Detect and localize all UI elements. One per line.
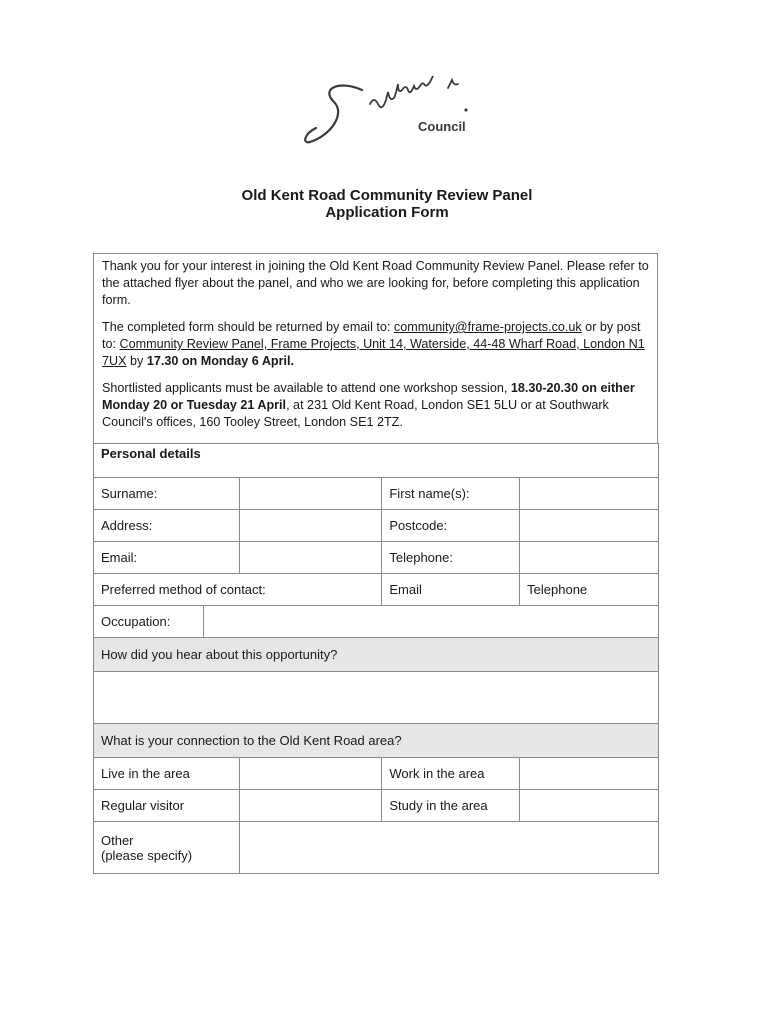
intro-paragraph-2 xyxy=(102,319,649,370)
surname-label: Surname: xyxy=(94,478,240,510)
email-label: Email: xyxy=(94,542,240,574)
intro-paragraph-3 xyxy=(102,380,649,431)
connection-question: What is your connection to the Old Kent Road area? xyxy=(94,724,659,758)
how-hear-field[interactable] xyxy=(94,672,659,724)
how-hear-question: How did you hear about this opportunity? xyxy=(94,638,659,672)
regular-label: Regular visitor xyxy=(94,790,240,822)
occupation-field[interactable] xyxy=(203,606,658,638)
first-names-label: First name(s): xyxy=(382,478,520,510)
email-link[interactable]: community@frame-projects.co.uk xyxy=(393,320,582,334)
intro-paragraph-1: Thank you for your interest in joining the Old Kent Road Community Review Panel. Please refer to the attached flyer about the panel, and who we are looking for, before completing this application form. xyxy=(102,259,649,307)
regular-field[interactable] xyxy=(239,790,382,822)
live-label: Live in the area xyxy=(94,758,240,790)
form-subtitle: Application Form xyxy=(325,204,449,221)
live-field[interactable] xyxy=(239,758,382,790)
preferred-contact-label: Preferred method of contact: xyxy=(94,574,382,606)
deadline: 17.30 on Monday 6 April. xyxy=(146,354,295,368)
telephone-label: Telephone: xyxy=(382,542,520,574)
contact-email-option[interactable]: Email xyxy=(382,574,520,606)
other-label-line1: Other xyxy=(101,832,134,848)
logo-council-text: Council xyxy=(418,119,466,134)
session-time: 18.30-20.30 on either Monday 20 or Tuesday 21 April xyxy=(102,381,635,412)
intro-box xyxy=(93,253,658,443)
by-text: by xyxy=(126,354,147,368)
personal-details-heading: Personal details xyxy=(94,444,659,478)
form-title: Old Kent Road Community Review Panel xyxy=(241,187,533,204)
work-field[interactable] xyxy=(520,758,659,790)
first-names-field[interactable] xyxy=(520,478,659,510)
other-field[interactable] xyxy=(239,822,658,874)
postcode-label: Postcode: xyxy=(382,510,520,542)
postal-address: Community Review Panel, Frame Projects, Unit 14, Waterside, 44-48 Wharf Road, London N1 7UX xyxy=(102,337,645,368)
surname-field[interactable] xyxy=(239,478,382,510)
occupation-label: Occupation: xyxy=(94,606,204,638)
other-label xyxy=(94,822,240,874)
email-field[interactable] xyxy=(239,542,382,574)
application-form-table xyxy=(93,443,659,874)
shortlist-text: Shortlisted applicants must be available to attend one workshop session, xyxy=(102,381,511,395)
postcode-field[interactable] xyxy=(520,510,659,542)
return-text: The completed form should be returned by email to: xyxy=(102,320,394,334)
southwark-logo-icon xyxy=(300,76,480,156)
study-field[interactable] xyxy=(520,790,659,822)
contact-telephone-option[interactable]: Telephone xyxy=(520,574,659,606)
study-label: Study in the area xyxy=(382,790,520,822)
post-text: or by post to: xyxy=(102,320,641,351)
address-label: Address: xyxy=(94,510,240,542)
other-label-line2: (please specify) xyxy=(101,847,193,863)
work-label: Work in the area xyxy=(382,758,520,790)
address-field[interactable] xyxy=(239,510,382,542)
southwark-council-logo xyxy=(300,76,480,156)
venue-text: , at 231 Old Kent Road, London SE1 5LU or at Southwark Council's offices, 160 Tooley Street, London SE1 2TZ. xyxy=(102,398,609,429)
telephone-field[interactable] xyxy=(520,542,659,574)
